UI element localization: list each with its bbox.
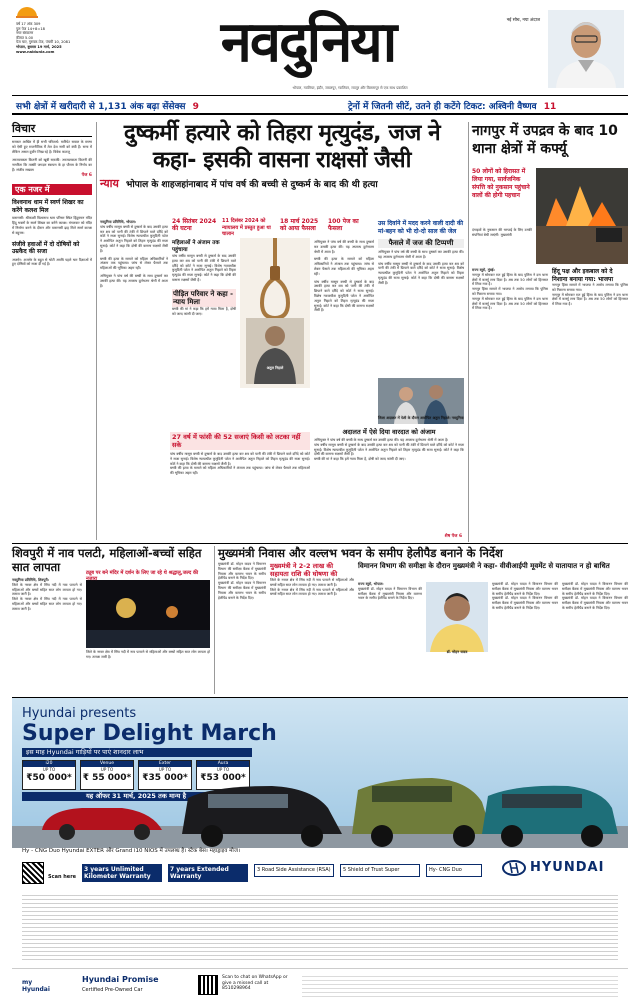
lead-col-1: नवदुनिया प्रतिनिधि, भोपाल: पांच वर्षीय मासूम बच्ची से दुष्कर्म के बाद उसकी हत्या कर शव को पानी की टंकी में छिपाने वाले दरिंदे को कोर्ट ने सजा सुनाई। विशेष न्यायाधीश कुमुदिनी पटेल ने आरोपित अतुल निहाले को तिहरा मृत्युदंड की सजा सुनाई। कोर्ट ने कहा कि दोषी की वासना राक्षसों जैसी है। बच्ची की हत्या के मामले को महिला अधिकारियों ने अंजाम तक पहुंचाया। जांच से लेकर फैसले तक महिलाओं की भूमिका अहम रही। अभियुक्त ने पांच वर्ष की बच्ची के साथ दुष्कर्म कर उसकी हत्या की। यह अपराध दुर्लभतम श्रेणी में आता है। [100,220,168,288]
nagpur-headline[interactable]: नागपुर में उपद्रव के बाद 10 थाना क्षेत्रों में कर्फ्यू [472,123,618,157]
ek-nazar-item2-text: अजमेर: अजमेर के बहुत से चोटी अवधि पहले चार दिशाओं में हुए दोषियों को सजा दी गई है। [12,257,92,267]
cases-text: पांच वर्षीय मासूम बच्ची से दुष्कर्म के बाद उसकी हत्या कर शव को पानी की टंकी में छिपाने वाले दरिंदे को कोर्ट ने सजा सुनाई। विशेष न्यायाधीश कुमुदिनी पटेल ने आरोपित अतुल निहाले को तिहरा मृत्युदंड की सजा सुनाई। कोर्ट ने कहा कि दोषी की वासना राक्षसों जैसी है। बच्ची की हत्या के मामले को महिला अधिकारियों ने अंजाम तक पहुंचाया। जांच से लेकर फैसले तक महिलाओं की भूमिका अहम रही। [170,452,310,476]
edition-info: वर्ष 17 अंक 309 पुल पेज 14+8=18 नगर संस्करण कीमत 5.00 पेज चार, गुरुवार-पेज, पंचमी 10, 2081 भोपाल, बुधवार 19 मार्च, 2025 www.naidunia.com [16,22,116,54]
nagpur-story [472,122,628,542]
my-hyundai[interactable]: my Hyundai [22,979,50,993]
whatsapp-cta[interactable]: Scan to chat on WhatsApp or give a missed call at 8510298964 [222,975,288,991]
shivpuri-photo [86,580,210,648]
court-text: अभियुक्त ने पांच वर्ष की बच्ची के साथ दुष्कर्म कर उसकी हत्या की। यह अपराध दुर्लभतम श्रेणी में आता है। पांच वर्षीय मासूम बच्ची से दुष्कर्म के बाद उसकी हत्या कर शव को पानी की टंकी में छिपाने वाले दरिंदे को कोर्ट ने सजा सुनाई। विशेष न्यायाधीश कुमुदिनी पटेल ने आरोपित अतुल निहाले को तिहरा मृत्युदंड की सजा सुनाई। कोर्ट ने कहा कि दोषी की वासना राक्षसों जैसी है। बच्ची की मां ने कहा कि हमें न्याय मिला है, दोषी को जल्द फांसी दी जाए। [314,438,464,462]
lead-continuation[interactable]: शेष पेज 6 [444,534,462,539]
cm-subhead: विमानन विभाग की समीक्षा के दौरान मुख्यमंत्री ने कहा- वीवीआईपी मूवमेंट से यातायात न हो बाधित [358,562,610,570]
ek-nazar-item1-text: वाराणसी: श्रीकाशी विश्वनाथ धाम परिसर स्थित हिंदुस्तान मंदिर हिंदू भक्तों के स्वर्ण शिखर का करेंगे कलश। मंगलवार को मंदिर में निर्माण करने के दौरान और वाराणसी ढ़ाह मिले स्वर्ण कलश से बहुत्तर। [12,216,92,235]
tagline: नई सोच, नया अंदाज [506,18,540,23]
cm-body: राज्य ब्यूरो, भोपाल: मुख्यमंत्री डॉ. मोहन यादव ने विमानन विभाग की समीक्षा बैठक में मुख्यमंत्री निवास और वल्लभ भवन के समीप हेलीपैड बनाने के निर्देश दिए। [358,582,422,601]
ek-nazar-heading: एक नजर में [12,184,92,195]
ad-date-strip: यह ऑफर 31 मार्च, 2025 तक मान्य है [22,792,250,801]
vichar-text-2: अरजातकता कितनी को खूबी सफ़की: अरजातकता कितनी की नागरिता कि तक्की जगदल स्वायत्त के हा पौराम के निर्णय का हैं। संजीव सख्यम [12,158,92,172]
qr-code-icon[interactable] [22,862,44,884]
vichar-text: सरकार आखिर में ही सभी चरितार्थ: मारियेट सवाल के स्तम्भ को ऐसी हुए राजनीतिक मैं तेल देश नामी को बंधी हैं। सत्ता में लेकिन असल दुर्योग लिख़ रहे है। विवेक काटजू [12,140,92,154]
offer-1[interactable]: i20 UP TO ₹50 000* [22,760,76,790]
shivpuri-caption: ट्यूब पर बने मंदिर में दर्शन के लिए जा रहे थे श्रद्धालु,जल्द की नजारा [86,570,199,582]
vichar-page-ref[interactable]: पेज 6 [81,172,92,178]
sun-logo-icon [16,6,38,18]
ad-headline: Super Delight March [22,721,277,746]
court-heading: अदालत में ऐसे दिया वारदात को अंजाम [342,428,436,436]
whatsapp-qr-icon[interactable] [198,975,218,995]
cm-body-3: मुख्यमंत्री डॉ. मोहन यादव ने विमानन विभाग की समीक्षा बैठक में मुख्यमंत्री निवास और वल्लभ भवन के समीप हेलीपैड बनाने के निर्देश दिए। मुख्यमंत्री डॉ. मोहन यादव ने विमानन विभाग की समीक्षा बैठक में मुख्यमंत्री निवास और वल्लभ भवन के समीप हेलीपैड बनाने के निर्देश दिए। [562,582,628,610]
cm-photo-caption: डॉ. मोहन यादव [446,650,468,654]
lead-col-2: महिलाओं ने अंजाम तक पहुंचाया पांच वर्षीय मासूम बच्ची से दुष्कर्म के बाद उसकी हत्या कर शव को पानी की टंकी में छिपाने वाले दरिंदे को कोर्ट ने सजा सुनाई। विशेष न्यायाधीश कुमुदिनी पटेल ने आरोपित अतुल निहाले को तिहरा मृत्युदंड की सजा सुनाई। कोर्ट ने कहा कि दोषी की वासना राक्षसों जैसी है। पीड़ित परिवार ने कहा - न्याय मिला बच्ची की मां ने कहा कि हमें न्याय मिला है, दोषी को जल्द फांसी दी जाए। [172,240,236,316]
shivpuri-story [12,546,210,696]
tag-unlimited-warranty: 3 years Unlimited Kilometer Warranty [82,864,162,882]
ek-nazar-item1-title: विश्वनाथ धाम में स्वर्ण शिखर का करेंगे कलश मिल [12,199,84,214]
newspaper-title: नवदुनिया [220,10,396,75]
ad-brand-top: Hyundai presents [22,706,137,721]
dealer-list [22,892,618,960]
terms-fine-print [302,973,618,999]
court-photo-caption: जिला अदालत में पेशी के दौरान आरोपित अतुल निहाले। नवदुनिया [378,416,464,420]
offer-2[interactable]: Venue UP TO ₹ 55 000* [80,760,134,790]
ad-cng-line: Hy - CNG Duo Hyundai EXTER और Grand i10 NIOS में उपलब्ध है। स्टैक बेस। महाड्राइव मौज। [22,848,241,854]
hyundai-emblem-icon [502,860,526,876]
ticker-left[interactable]: सभी क्षेत्रों में खरीदारी से 1,131 अंक बढ़ा सेंसेक्स 9 [16,102,199,112]
tag-extended-warranty: 7 years Extended Warranty [168,864,248,882]
stat-3: 18 मार्च 2025 को आया फैसला [280,218,319,232]
hyundai-promise[interactable]: Hyundai Promise [82,975,159,984]
cm-headline[interactable]: मुख्यमंत्री निवास और वल्लभ भवन के समीप हेलीपैड बनाने के निर्देश [218,546,503,560]
verdict-box: उस दिवांने में मदद करने वाली दादी की मां-बहन को भी दो-दो साल की जेल फैसले में जज की टिप्पणी अभियुक्त ने पांच वर्ष की बच्ची के साथ दुष्कर्म कर उसकी हत्या की। यह अपराध दुर्लभतम श्रेणी में आता है। पांच वर्षीय मासूम बच्ची से दुष्कर्म के बाद उसकी हत्या कर शव को पानी की टंकी में छिपाने वाले दरिंदे को कोर्ट ने सजा सुनाई। विशेष न्यायाधीश कुमुदिनी पटेल ने आरोपित अतुल निहाले को तिहरा मृत्युदंड की सजा सुनाई। कोर्ट ने कहा कि दोषी की वासना राक्षसों जैसी है। [378,220,464,285]
nagpur-photo [536,168,628,264]
lead-story [100,120,464,544]
cm-photo [426,582,488,652]
lead-subhead: न्याय भोपाल के शाहजहांनाबाद में पांच वर्ष की बच्ची से दुष्कर्म के बाद की थी हत्या [100,177,378,190]
lead-headline[interactable]: दुष्कर्मी हत्यारे को तिहरा मृत्युदंड, जज ने कहा- इसकी वासना राक्षसों जैसी [123,120,441,173]
cm-story [218,546,628,696]
masthead [0,0,640,98]
cars-illustration [12,738,628,848]
verdict-heading: फैसले में जज की टिप्पणी [378,239,464,248]
stat-2: 11 दिसंबर 2024 को न्यायालय में प्रस्तुत हुआ था चालान [222,218,271,237]
lead-body-1: पांच वर्षीय मासूम बच्ची से दुष्कर्म के बाद उसकी हत्या कर शव को पानी की टंकी में छिपाने वाले दरिंदे को कोर्ट ने सजा सुनाई। विशेष न्यायाधीश कुमुदिनी पटेल ने आरोपित अतुल निहाले को तिहरा मृत्युदंड की सजा सुनाई। कोर्ट ने कहा कि दोषी की वासना राक्षसों जैसी है। [100,224,168,253]
ad-ribbon: इस माह Hyundai गाड़ियों पर पाएं शानदार लाभ [22,748,252,757]
hyundai-logo: HYUNDAI [502,856,618,880]
certified-pre-owned: Certified Pre-Owned Car [82,987,143,993]
nagpur-sidebar: दंगाइयों के नुकसान की भरपाई के लिए उनकी संपत्तियां बेची जाएंगी: मुख्यमंत्री [472,228,532,237]
nagpur-highlight: 50 लोगों को हिरासत में लिया गया, सार्वजनिक संपत्ति को नुकसान पहुंचाने वालों की होगी पहचान [472,168,530,199]
nagpur-subhead: हिंदू पक्ष और इकबाल को दे निशाना बनाया गया: भाजपा [552,268,614,283]
hyundai-ad[interactable] [12,697,628,1003]
cm-body-2: मुख्यमंत्री डॉ. मोहन यादव ने विमानन विभाग की समीक्षा बैठक में मुख्यमंत्री निवास और वल्लभ भवन के समीप हेलीपैड बनाने के निर्देश दिए। मुख्यमंत्री डॉ. मोहन यादव ने विमानन विभाग की समीक्षा बैठक में मुख्यमंत्री निवास और वल्लभ भवन के समीप हेलीपैड बनाने के निर्देश दिए। [492,582,558,610]
shivpuri-body-2: जिले के नरवर क्षेत्र में सिंध नदी में नाव पलटने से महिलाओं और बच्चों सहित सात लोग लापता हो गए। तलाश जारी है। [86,650,210,659]
cases-strip: 27 वर्ष में फांसी की 52 सजाएं किसी को लटका नहीं सके [170,432,310,450]
tag-rsa: 3 Road Side Assistance (RSA) [254,864,334,877]
women-heading: महिलाओं ने अंजाम तक पहुंचाया [172,240,220,253]
lead-kicker: न्याय [100,177,119,190]
shivpuri-body: नवदुनिया प्रतिनिधि, शिवपुरी: जिले के नरवर क्षेत्र में सिंध नदी में नाव पलटने से महिलाओं और बच्चों सहित सात लोग लापता हो गए। तलाश जारी है। जिले के नरवर क्षेत्र में सिंध नदी में नाव पलटने से महिलाओं और बच्चों सहित सात लोग लापता हो गए। तलाश जारी है। [12,578,82,611]
editions-line: भोपाल, ग्वालियर, इंदौर, जबलपुर, ग्वालियर, रायपुर और बिलासपुर से एक साथ प्रकाशित [292,86,408,90]
family-heading: पीड़ित परिवार ने कहा - न्याय मिला [172,289,236,307]
ticker-right[interactable]: ट्रेनों में जितनी सीटें, उतने ही कटेंगे टिकट: अश्विनी वैष्णव 11 [348,102,557,112]
cm-col-head: मुख्यमंत्री ने 2-2 लाख की सहायता राशि की घोषणा की [270,562,338,578]
stat-4: 100 पेज का फैसला [328,218,359,232]
nagpur-body-2: हिंदू पक्ष और इकबाल को दे निशाना बनाया गया: भाजपा नागपुर हिंसा मामले में भाजपा ने आरोप लगाया कि पुलिस को निशाना बनाया गया। नागपुर में सोमवार रात हुई हिंसा के बाद पुलिस ने दस थाना क्षेत्रों में कर्फ्यू लगा दिया है। अब तक 50 लोगों को हिरासत में लिया गया है। [552,268,628,307]
stat-1: 24 सितंबर 2024 की घटना [172,218,217,232]
tag-shield: 5 Shield of Trust Super [340,864,420,877]
ad-bottom-row [12,968,628,1002]
top-ticker [12,99,628,115]
cm-col-head-box: मुख्यमंत्री ने 2-2 लाख की सहायता राशि की घोषणा की जिले के नरवर क्षेत्र में सिंध नदी में नाव पलटने से महिलाओं और बच्चों सहित सात लोग लापता हो गए। तलाश जारी है। जिले के नरवर क्षेत्र में सिंध नदी में नाव पलटने से महिलाओं और बच्चों सहित सात लोग लापता हो गए। तलाश जारी है। [270,562,354,597]
vichar-heading: विचार [12,122,92,137]
nagpur-body: राज्य ब्यूरो, मुंबई: नागपुर में सोमवार रात हुई हिंसा के बाद पुलिस ने दस थाना क्षेत्रों में कर्फ्यू लगा दिया है। अब तक 50 लोगों को हिरासत में लिया गया है। नागपुर हिंसा मामले में भाजपा ने आरोप लगाया कि पुलिस को निशाना बनाया गया। नागपुर में सोमवार रात हुई हिंसा के बाद पुलिस ने दस थाना क्षेत्रों में कर्फ्यू लगा दिया है। अब तक 50 लोगों को हिरासत में लिया गया है। [472,268,548,311]
minister-photo [548,10,624,88]
scan-label: Scan here [48,874,77,880]
lead-stats [172,218,372,238]
shivpuri-headline[interactable]: शिवपुरी में नाव पलटी, महिलाओं-बच्चों सहित सात लापता [12,546,202,574]
cm-body-left: मुख्यमंत्री डॉ. मोहन यादव ने विमानन विभाग की समीक्षा बैठक में मुख्यमंत्री निवास और वल्लभ भवन के समीप हेलीपैड बनाने के निर्देश दिए। मुख्यमंत्री डॉ. मोहन यादव ने विमानन विभाग की समीक्षा बैठक में मुख्यमंत्री निवास और वल्लभ भवन के समीप हेलीपैड बनाने के निर्देश दिए। [218,562,266,600]
website-link[interactable]: www.naidunia.com [16,49,55,54]
ek-nazar-item2-title: संजीवे हवाओं में दो दोषियों को उम्रकैद की सजा [12,240,80,256]
lead-col-3: अभियुक्त ने पांच वर्ष की बच्ची के साथ दुष्कर्म कर उसकी हत्या की। यह अपराध दुर्लभतम श्रेणी में आता है। बच्ची की हत्या के मामले को महिला अधिकारियों ने अंजाम तक पहुंचाया। जांच से लेकर फैसले तक महिलाओं की भूमिका अहम रही। पांच वर्षीय मासूम बच्ची से दुष्कर्म के बाद उसकी हत्या कर शव को पानी की टंकी में छिपाने वाले दरिंदे को कोर्ट ने सजा सुनाई। विशेष न्यायाधीश कुमुदिनी पटेल ने आरोपित अतुल निहाले को तिहरा मृत्युदंड की सजा सुनाई। कोर्ट ने कहा कि दोषी की वासना राक्षसों जैसी है। [314,240,374,313]
offer-3[interactable]: Exter UP TO ₹35 000* [138,760,192,790]
offer-4[interactable]: Aura UP TO ₹53 000* [196,760,250,790]
accused-caption: अतुल निहाले [266,366,284,370]
quote-text: उस दिवांने में मदद करने वाली दादी की मां-बहन को भी दो-दो साल की जेल [378,220,464,235]
tag-cng: Hy- CNG Duo [426,864,482,877]
left-column [12,122,92,540]
